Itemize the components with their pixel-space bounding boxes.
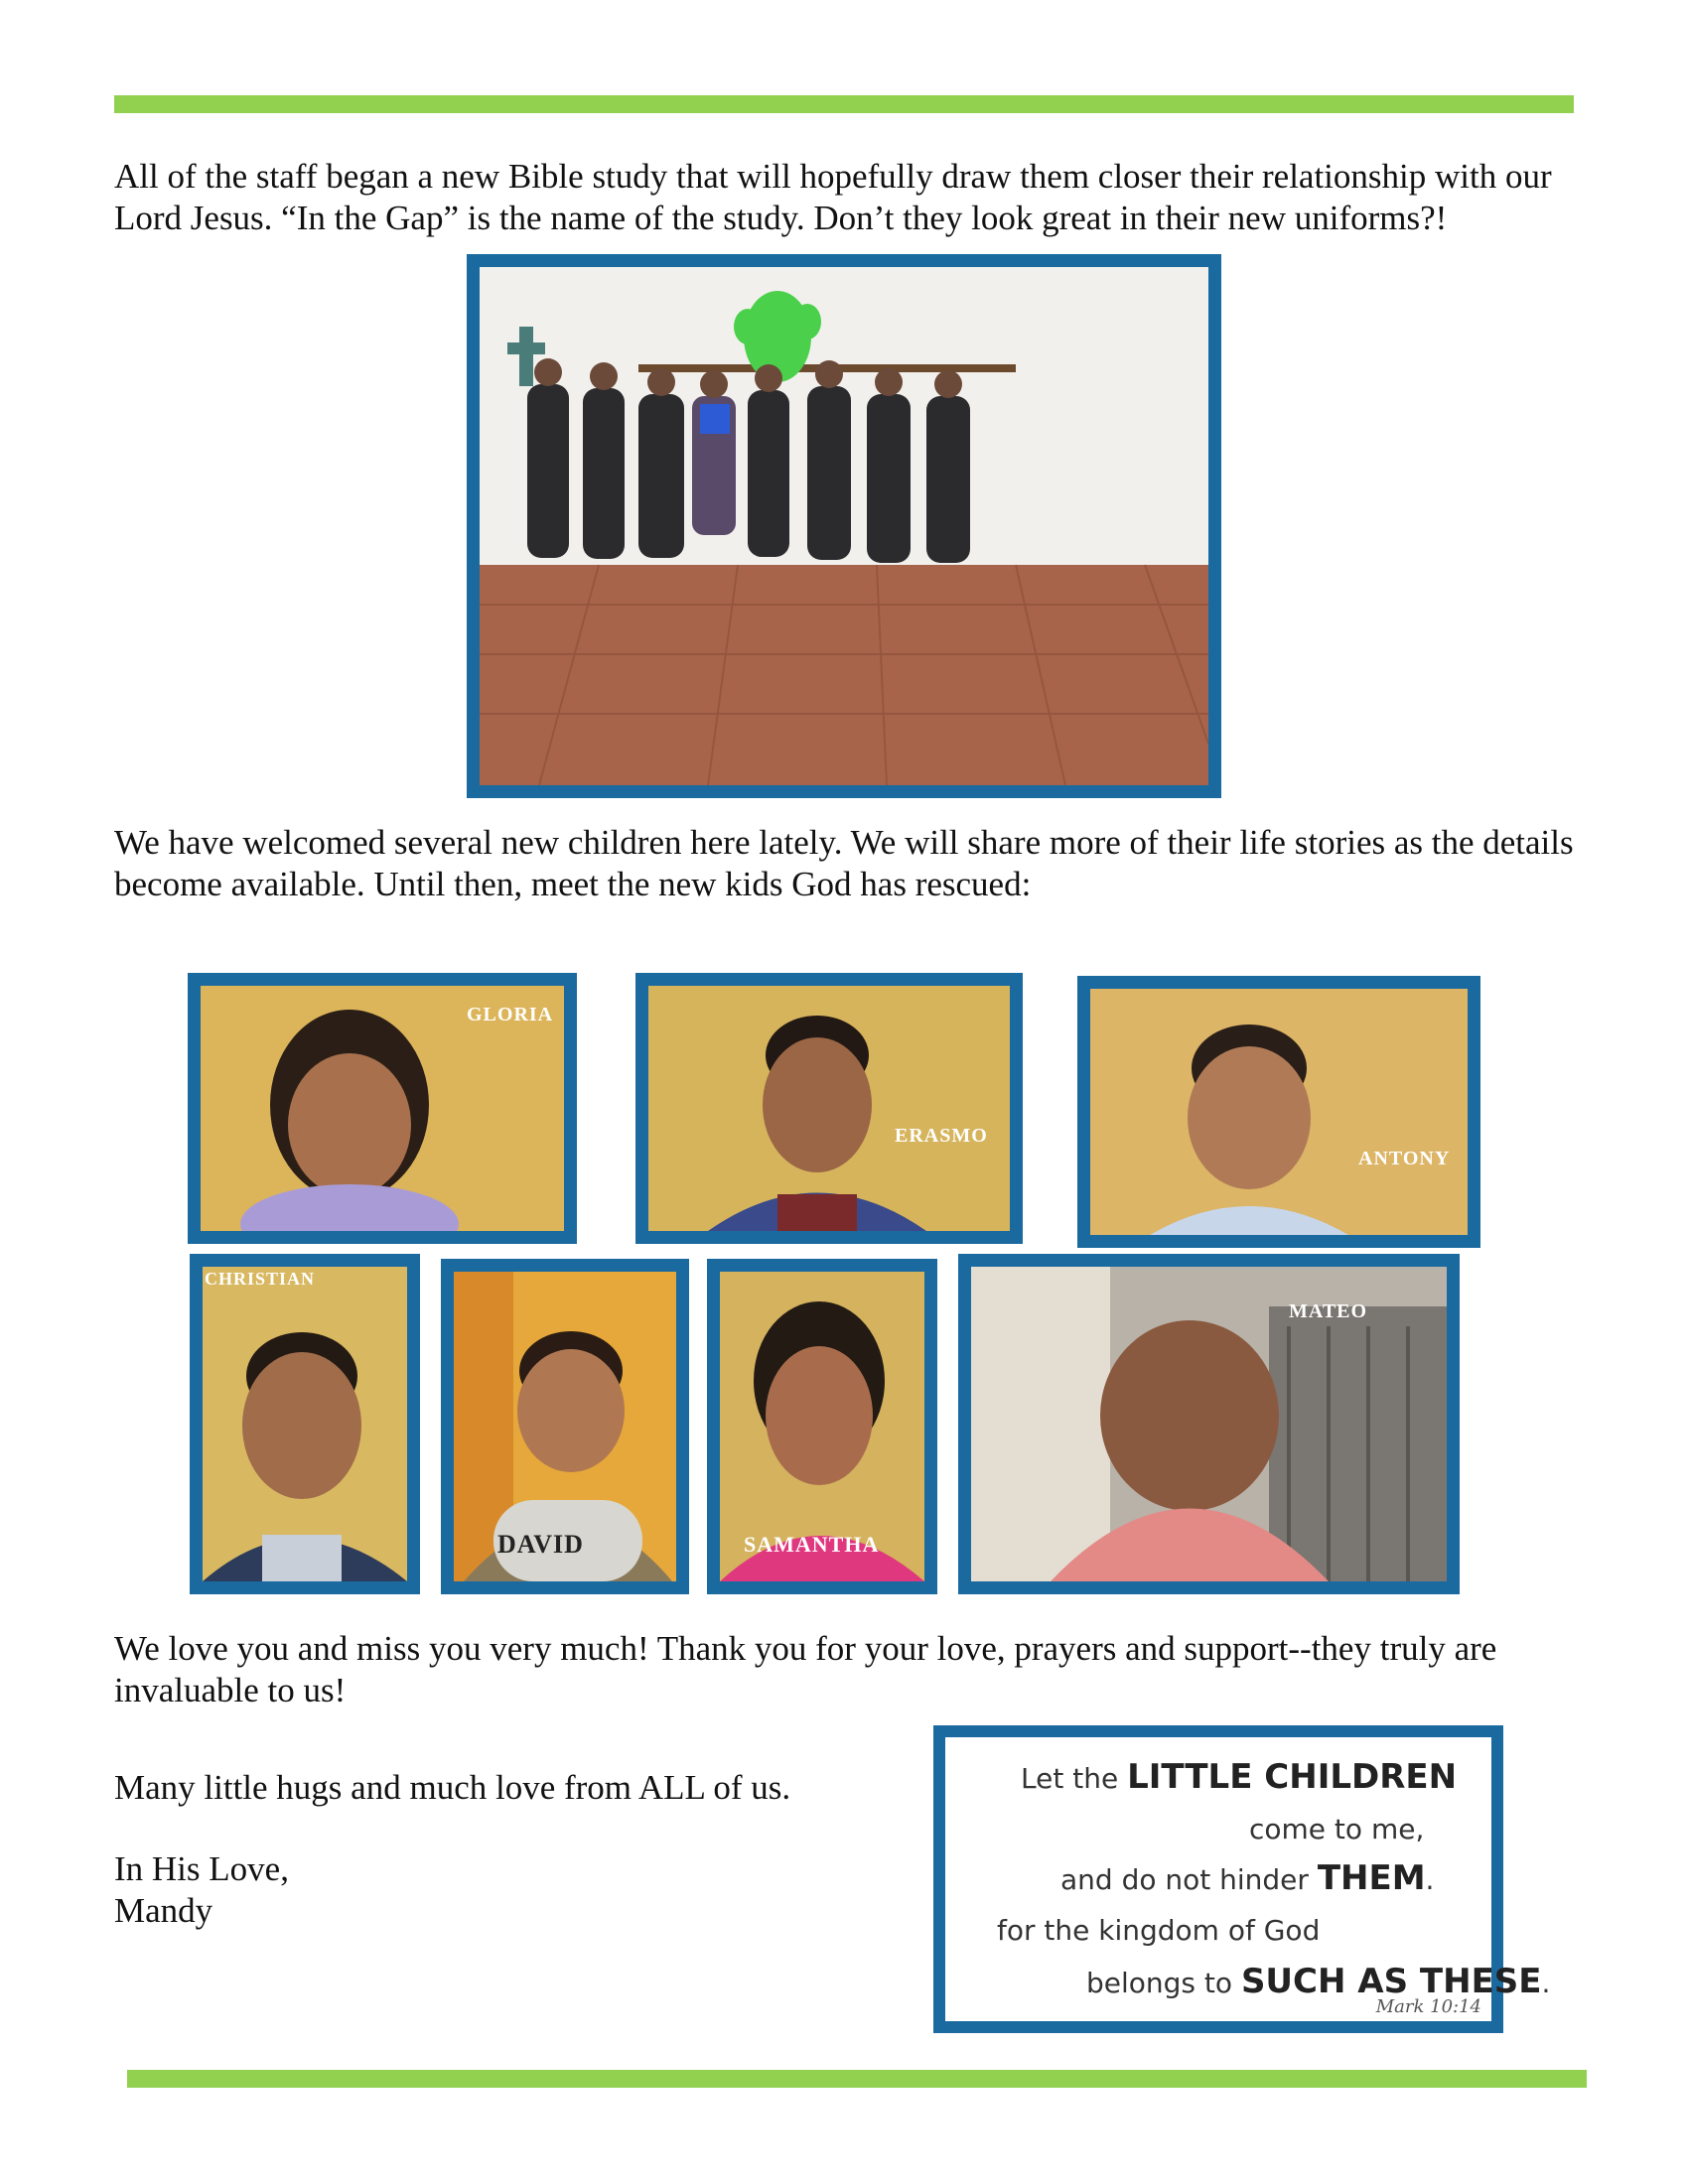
staff-paragraph: All of the staff began a new Bible study that will hopefully draw them closer their relationship with our Lord Jesus. “In the Gap” is the name of the study. Don’t they look great in their new uniforms?! [114,157,1552,237]
child-name-david: DAVID [497,1530,584,1559]
erasmo-photo-image [648,986,1010,1231]
quote-line-1: Let the LITTLE CHILDREN [1021,1757,1458,1797]
child-photo-samantha [707,1259,937,1594]
top-divider [114,95,1574,113]
quote-line-3: and do not hinder THEM. [1060,1858,1435,1898]
child-photo-mateo [958,1254,1460,1594]
quote-reference: Mark 10:14 [1375,1996,1481,2017]
hugs-paragraph: Many little hugs and much love from ALL of us. [114,1768,791,1807]
child-name-mateo: MATEO [1289,1300,1368,1322]
child-photo-erasmo [635,973,1023,1244]
scripture-quote-box [933,1725,1551,2033]
child-name-samantha: SAMANTHA [744,1532,880,1557]
child-photo-gloria [188,973,577,1244]
quote-line-4: for the kingdom of God [997,1914,1321,1947]
quote-line-5: belongs to SUCH AS THESE. [1086,1962,1551,2001]
christian-photo-image [203,1267,407,1581]
staff-photo-image [480,267,1208,785]
child-name-antony: ANTONY [1358,1148,1451,1169]
child-name-erasmo: ERASMO [895,1125,988,1147]
signature: Mandy [114,1891,213,1930]
child-photo-david [441,1259,689,1594]
child-photo-christian [190,1254,420,1594]
bottom-divider [127,2070,1587,2088]
antony-photo-image [1090,989,1468,1235]
love-paragraph: We love you and miss you very much! Thank you for your love, prayers and support--they truly are invaluable to us! [114,1629,1497,1709]
child-photo-antony [1077,976,1480,1248]
closing-line: In His Love, [114,1849,289,1888]
child-name-christian: CHRISTIAN [205,1269,316,1289]
children-paragraph: We have welcomed several new children here lately. We will share more of their life stories as the details become available. Until then, meet the new kids God has rescued: [114,823,1574,903]
mateo-photo-image [971,1267,1447,1581]
quote-line-2: come to me, [1249,1813,1425,1845]
staff-group-photo [467,254,1221,798]
child-name-gloria: GLORIA [467,1004,554,1025]
